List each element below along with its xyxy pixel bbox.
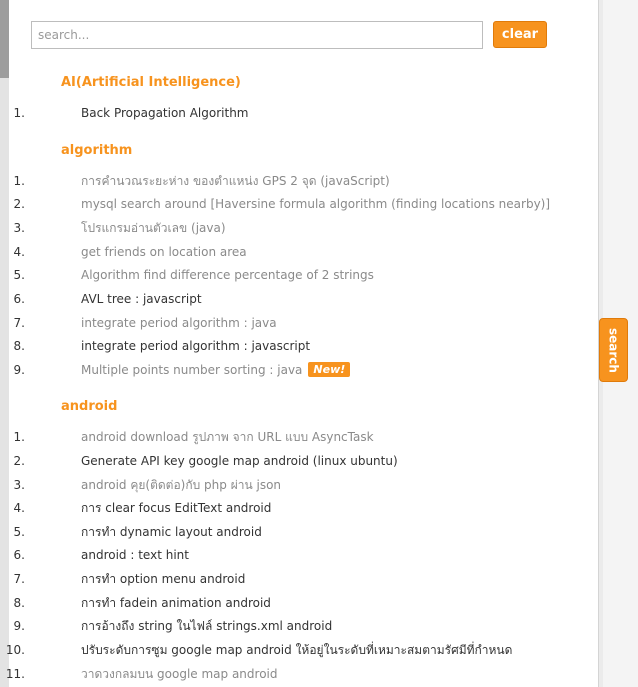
item-link[interactable]: การทำ option menu android	[81, 572, 246, 586]
item-number: 2.	[13, 197, 25, 211]
item-link[interactable]: integrate period algorithm : javascript	[81, 339, 311, 353]
item-number: 5.	[13, 268, 25, 282]
item-link[interactable]: การทำ dynamic layout android	[81, 525, 262, 539]
item-link[interactable]: Generate API key google map android (linux ubuntu)	[81, 454, 398, 468]
clear-button[interactable]: clear	[493, 21, 547, 48]
item-link[interactable]: get friends on location area	[81, 245, 247, 259]
item-number: 3.	[13, 221, 25, 235]
list-item	[0, 594, 590, 612]
new-badge: New!	[308, 362, 350, 377]
list-item	[0, 243, 590, 261]
item-link[interactable]: วาดวงกลมบน google map android	[81, 667, 278, 681]
list-item	[0, 219, 590, 237]
list-item	[0, 337, 590, 355]
item-number: 1.	[13, 174, 25, 188]
item-number: 8.	[13, 596, 25, 610]
item-number: 4.	[13, 501, 25, 515]
item-number: 1.	[13, 430, 25, 444]
list-item	[0, 476, 590, 494]
section-title-algorithm[interactable]: algorithm	[61, 143, 133, 158]
list-item	[0, 195, 590, 213]
item-link[interactable]: android คุย(ติดต่อ)กับ php ผ่าน json	[81, 478, 282, 492]
list-item	[0, 361, 590, 379]
list-item	[0, 428, 590, 446]
item-number: 6.	[13, 292, 25, 306]
list-item	[0, 266, 590, 284]
item-link[interactable]: การอ้างถึง string ในไฟล์ strings.xml android	[81, 619, 333, 633]
item-number: 8.	[13, 339, 25, 353]
list-item	[0, 665, 590, 683]
item-link[interactable]	[81, 361, 350, 379]
item-number: 10.	[5, 643, 25, 657]
list-item	[0, 546, 590, 564]
list-item	[0, 617, 590, 635]
list-item	[0, 452, 590, 470]
item-number: 6.	[13, 548, 25, 562]
section-title-ai[interactable]: AI(Artificial Intelligence)	[61, 75, 241, 90]
item-number: 5.	[13, 525, 25, 539]
search-side-tab[interactable]	[599, 318, 628, 382]
item-link-text: Multiple points number sorting : java	[81, 363, 303, 377]
item-link[interactable]: โปรแกรมอ่านตัวเลข (java)	[81, 221, 226, 235]
item-number: 7.	[13, 316, 25, 330]
left-scrollbar-thumb[interactable]	[0, 0, 9, 78]
item-number: 2.	[13, 454, 25, 468]
list-item	[0, 290, 590, 308]
item-number: 9.	[13, 619, 25, 633]
list-item	[0, 172, 590, 190]
search-input[interactable]	[31, 21, 483, 49]
item-link[interactable]: AVL tree : javascript	[81, 292, 202, 306]
item-link[interactable]: ปรับระดับการซูม google map android ให้อยู่ในระดับที่เหมาะสมตามรัศมีที่กำหนด	[81, 643, 513, 657]
list-item	[0, 314, 590, 332]
item-link[interactable]: android : text hint	[81, 548, 189, 562]
item-link[interactable]: integrate period algorithm : java	[81, 316, 277, 330]
list-item	[0, 641, 590, 659]
item-number: 11.	[5, 667, 25, 681]
list-item	[0, 499, 590, 517]
item-number: 4.	[13, 245, 25, 259]
item-link[interactable]: android download รูปภาพ จาก URL แบบ AsyncTask	[81, 430, 374, 444]
item-link[interactable]: Algorithm find difference percentage of 2 strings	[81, 268, 374, 282]
item-link[interactable]: mysql search around [Haversine formula algorithm (finding locations nearby)]	[81, 197, 551, 211]
item-number: 3.	[13, 478, 25, 492]
item-number: 9.	[13, 363, 25, 377]
list-item	[0, 570, 590, 588]
section-title-android[interactable]: android	[61, 399, 118, 414]
item-link[interactable]: การคำนวณระยะห่าง ของตำแหน่ง GPS 2 จุด (javaScript)	[81, 174, 390, 188]
item-link[interactable]: การ clear focus EditText android	[81, 501, 272, 515]
item-number: 1.	[13, 106, 25, 120]
list-item	[0, 104, 590, 122]
search-side-tab-label: search	[606, 327, 621, 373]
list-item	[0, 523, 590, 541]
item-number: 7.	[13, 572, 25, 586]
item-link[interactable]: Back Propagation Algorithm	[81, 106, 249, 120]
item-link[interactable]: การทำ fadein animation android	[81, 596, 271, 610]
